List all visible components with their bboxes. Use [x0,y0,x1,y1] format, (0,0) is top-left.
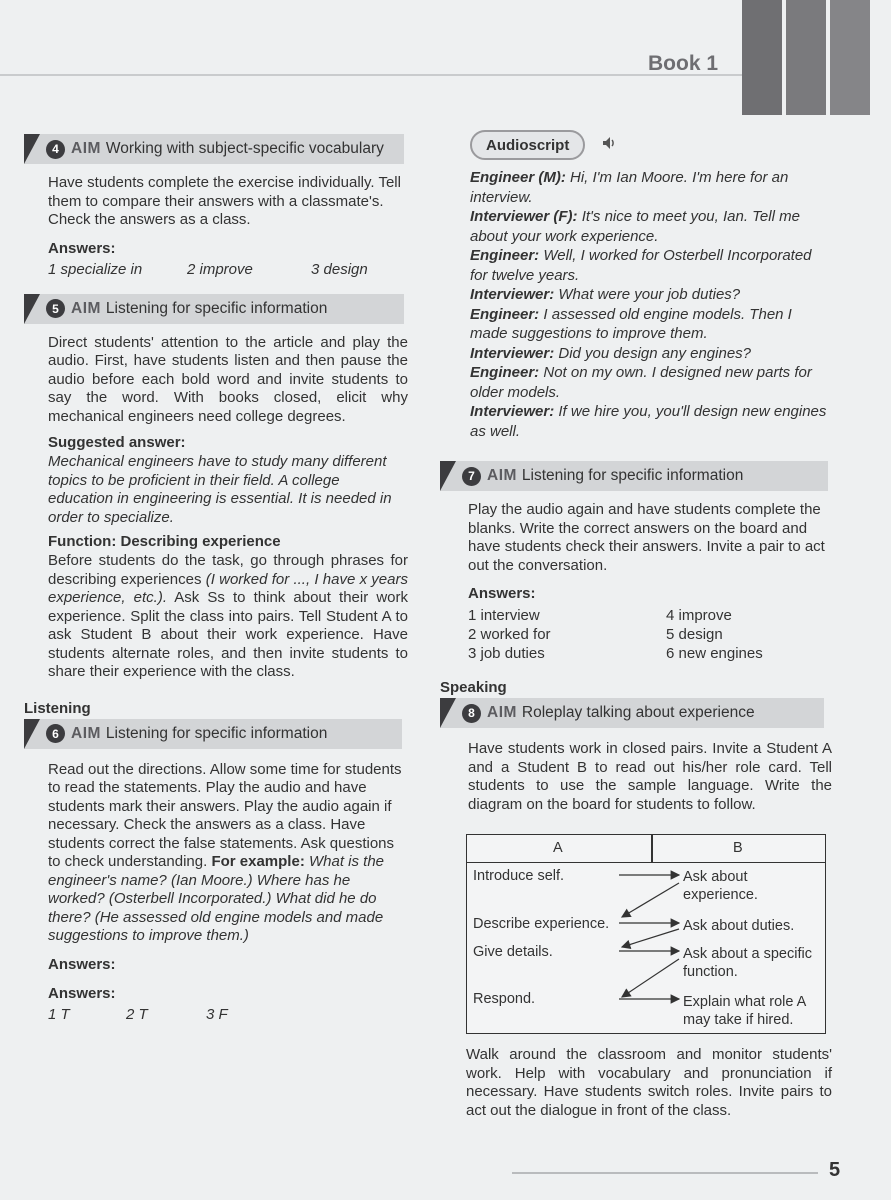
footer-rule [512,1172,818,1174]
diagram-b-item: Explain what role A may take if hired. [683,994,806,1028]
speaker-icon [602,136,618,153]
aim-label: AIM [71,299,101,317]
book-label: Book 1 [648,52,719,75]
page-number: 5 [829,1159,841,1181]
answer-item: 6 new engines [666,645,763,662]
speaker-name: Engineer: [470,364,540,381]
diagram-col-a: A [553,840,563,856]
chapter-tab [786,0,826,115]
speaker-text: Did you design any engines? [554,344,752,362]
aim-label: AIM [71,140,101,157]
suggested-heading: Suggested answer: [48,434,186,451]
section8-after: Walk around the classroom and monitor students' work. Help with vocabulary and pronunciation if necessary. Have students switch roles. Invite pairs to act out the dialogue in front of the class. [466,1046,832,1119]
diagram-a-item: Give details. [473,944,553,960]
speaker-name: Interviewer: [470,344,555,362]
function-heading: Function: Describing experience [48,533,281,550]
answer-item: 1 interview [468,607,540,624]
speaker-name: Engineer (M): [470,169,566,186]
answer-item: 5 design [666,626,723,643]
section5-body: Direct students' attention to the article and play the audio. First, have students listen and then pause the audio before each bold word and invite students to say the word. With books closed, elicit why mechanical engineers need college degrees. [48,333,408,425]
audioscript-header [440,130,832,160]
aim-title: Roleplay talking about experience [521,704,755,721]
script-line [470,402,832,441]
aim-bar-5 [24,294,404,324]
script-line [470,168,832,207]
section-number: 6 [46,724,65,743]
answers-heading: Answers: [468,585,536,602]
answer-item: 1 specialize in [48,260,143,278]
speaker-text: It's nice to meet you, Ian. Tell me about your work experience. [470,208,800,245]
roleplay-diagram [466,834,826,1034]
answer-item: 3 F [206,1005,228,1023]
diagram-a-item: Describe experience. [473,916,610,932]
answer-item: 2 improve [187,260,253,278]
audioscript-label [470,130,585,160]
speaker-name: Engineer: [470,247,540,264]
function-text-part: Before students do the task, go through phrases for describing experiences [48,552,408,588]
section7-body: Play the audio again and have students complete the blanks. Write the correct answers on the board and have students check their answers. Invite a pair to act out the conversation. [468,501,825,574]
answers-heading: Answers: [48,984,116,1002]
answer-item: 1 T [48,1005,70,1023]
aim-bar-4 [24,134,404,164]
aim-title: Listening for specific information [521,467,744,484]
script-line [470,344,832,364]
script-line [470,285,832,305]
section6-body [24,761,414,946]
aim-label: AIM [487,704,517,721]
speaker-name: Interviewer (F): [470,208,578,225]
answer-item: 3 job duties [468,645,545,662]
section-number: 7 [462,467,481,486]
suggested-answer: Mechanical engineers have to study many different topics to be proficient in their field. A college education in engineering is essential. It is needed in order to specialize. [48,453,392,526]
aim-title: Listening for specific information [105,724,328,742]
audioscript [440,168,832,441]
speaker-text: I assessed old engine models. Then I made suggestions to improve them. [470,305,792,342]
aim-title: Listening for specific information [105,299,328,317]
answers-heading: Answers: [48,955,116,973]
diagram-b-item: Ask about duties. [683,918,795,934]
chapter-tab [830,0,870,115]
aim-title: Working with subject-specific vocabulary [105,140,384,157]
speaker-name: Interviewer: [470,403,555,420]
answer-item: 2 worked for [468,626,551,643]
section-number: 8 [462,704,481,723]
aim-bar-7 [440,461,828,491]
diagram-a-item: Introduce self. [473,868,565,884]
right-column [440,130,832,1120]
speaker-text: Not on my own. I designed new parts for older models. [470,364,812,401]
audioscript-title: Audioscript [486,136,570,154]
answer-item: 2 T [126,1005,148,1023]
section-number: 4 [46,140,65,159]
header-rule [0,74,760,76]
section4-body: Have students complete the exercise individually. Tell them to compare their answers with a classmate's. Check the answers as a class. [48,174,401,228]
example-label: For example: [211,853,305,870]
script-line [470,363,832,402]
aim-label: AIM [71,724,101,742]
speaker-text: Well, I worked for Osterbell Incorporated for twelve years. [470,247,812,284]
diagram-a-item: Respond. [473,991,536,1007]
script-line [470,207,832,246]
speaker-text: If we hire you, you'll design new engines as well. [470,403,827,440]
listening-heading: Listening [24,699,91,717]
aim-bar-6 [24,719,402,749]
section8-body: Have students work in closed pairs. Invite a Student A and a Student B to read out his/her role card. Tell students to use the sample language. Write the diagram on the board for students to follow. [468,740,832,813]
function-text-part: Ask Ss to think about their work experience. Split the class into pairs. Tell Student A to ask Student B about their work experience. Have students alternate roles, and then invite students to share their experience with the class. [48,589,408,680]
aim-label: AIM [487,467,517,484]
speaker-text: Hi, I'm Ian Moore. I'm here for an interview. [470,169,789,206]
example-text: What is the engineer's name? (Ian Moore.) Where has he worked? (Osterbell Incorporated.) What did he do there? (He assessed old engine models and made suggestions to improve them.) [48,853,385,944]
chapter-tabs [742,0,870,115]
section6-text: Read out the directions. Allow some time for students to read the statements. Play the audio and have students mark their answers. Play the audio again if necessary. Check the answers as a class. Have students correct the false statements. Ask questions to check understanding. [48,760,402,870]
answer-item: 3 design [311,260,368,278]
answers-heading: Answers: [48,239,116,257]
aim-bar-8 [440,698,824,728]
answer-item: 4 improve [666,607,732,624]
diagram-arrows [467,835,827,1035]
script-line [470,305,832,344]
diagram-col-b: B [733,840,743,856]
answers-list [24,1006,414,1023]
speaker-name: Engineer: [470,305,540,323]
diagram-b-item: Ask about experience. [683,869,758,903]
function-text [24,552,414,682]
script-line [470,246,832,285]
answers-grid [440,606,832,663]
left-column [24,134,414,1023]
answers-list [24,261,414,278]
function-text-examples: (I worked for ..., I have x years experience, etc.). [48,570,408,606]
speaking-heading: Speaking [440,679,507,696]
section-number: 5 [46,299,65,318]
speaker-text: What were your job duties? [554,286,741,303]
diagram-b-item: Ask about a specific function. [683,946,812,980]
speaker-name: Interviewer: [470,286,555,303]
chapter-tab [742,0,782,115]
